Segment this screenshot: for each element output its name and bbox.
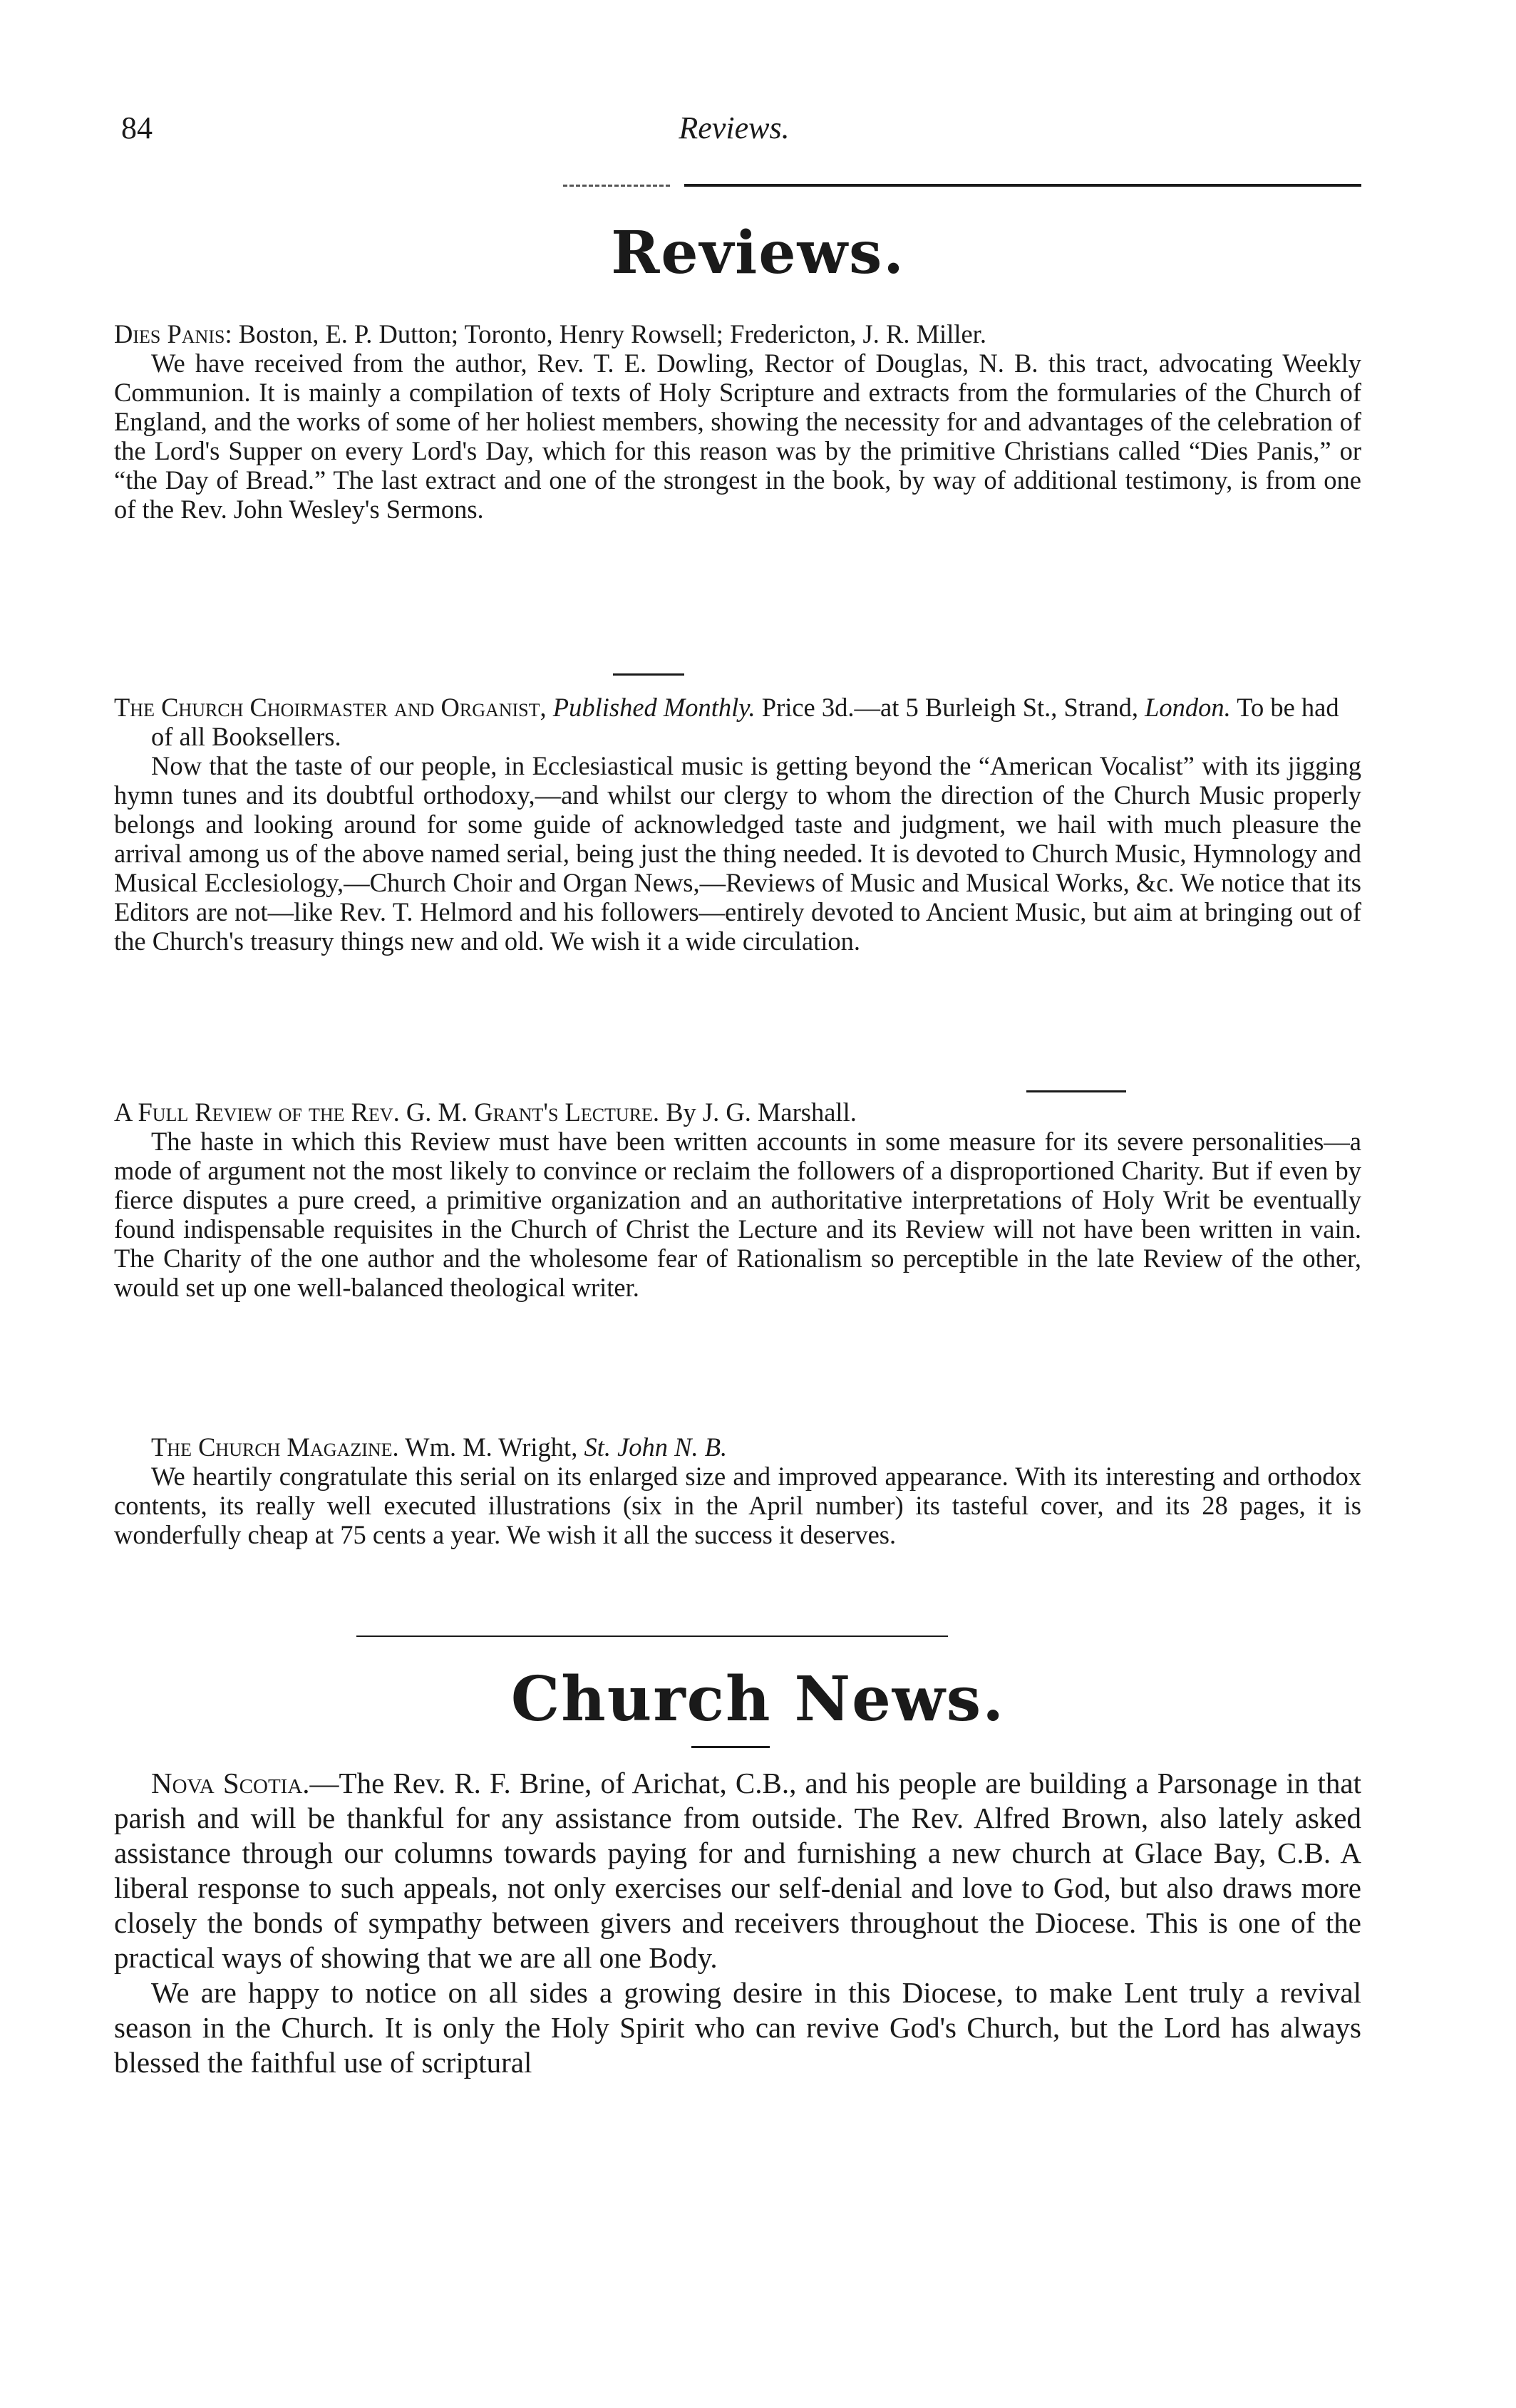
running-head-rule xyxy=(684,184,1361,187)
review-dies-panis xyxy=(114,319,1361,524)
review-title: The Church Choirmaster and Organist, xyxy=(114,693,547,722)
review-heading xyxy=(114,1097,1361,1127)
running-head xyxy=(121,107,1347,157)
review-heading: Dies Panis: Boston, E. P. Dutton; Toronto, Henry Rowsell; Fredericton, J. R. Miller. xyxy=(114,319,986,348)
review-heading xyxy=(114,1432,1361,1462)
review-publisher: Boston, E. P. Dutton xyxy=(238,319,451,348)
review-body: The haste in which this Review must have been written accounts in some measure for its severe personalities—a mode of argument not the most likely to convince or reclaim the followers of a disproportioned Charity. But if even by fierce disputes a pure creed, a primitive organization and an authoritative interpretations of Holy Writ be eventually found indispensable requisites in the Church of Christ the Lecture and its Review will not have been written in vain. The Charity of the one author and the wholesome fear of Rationalism so perceptible in the late Review of the other, would set up one well-balanced theological writer. xyxy=(114,1127,1361,1302)
review-publisher: Fredericton, J. R. Miller. xyxy=(730,319,986,348)
review-title: The Church Magazine. xyxy=(151,1432,399,1462)
review-frequency: Published Monthly. xyxy=(552,693,756,722)
review-grants-lecture xyxy=(114,1097,1361,1302)
review-body: We heartily congratulate this serial on its enlarged size and improved appearance. With its interesting and orthodox contents, its really well executed illustrations (six in the April number) its tasteful cover, and its 28 pages, it is wonderfully cheap at 75 cents a year. We wish it all the success it deserves. xyxy=(114,1462,1361,1549)
review-body: We have received from the author, Rev. T. E. Dowling, Rector of Douglas, N. B. this tract, advocating Weekly Communion. It is mainly a compilation of texts of Holy Scripture and extracts from the formularies of the Church of England, and the works of some of her holiest members, showing the necessity for and advantages of the celebration of the Lord's Supper on every Lord's Day, which for this reason was by the primitive Christians called “Dies Panis,” or “the Day of Bread.” The last extract and one of the strongest in the book, by way of additional testimony, is from one of the Rev. John Wesley's Sermons. xyxy=(114,348,1361,524)
news-paragraph xyxy=(114,1766,1361,1975)
divider-rule xyxy=(1026,1090,1126,1092)
review-title: A Full Review of the Rev. G. M. Grant's Lecture. xyxy=(114,1097,660,1127)
running-head-dashes xyxy=(563,185,670,187)
review-availability: To be had of all Booksellers. xyxy=(151,693,1339,751)
section-divider-rule xyxy=(356,1636,948,1637)
news-body: —The Rev. R. F. Brine, of Arichat, C.B., and his people are building a Parsonage in that parish and will be thankful for any assistance from outside. The Rev. Alfred Brown, also lately asked assistance through our columns towards paying for and furnishing a new church at Glace Bay, C.B. A liberal response to such appeals, not only exercises our self-denial and love to God, but also draws more closely the bonds of sympathy between givers and receivers throughout the Diocese. This is one of the practical ways of showing that we are all one Body. xyxy=(114,1767,1361,1974)
section-heading-reviews: Reviews. xyxy=(611,219,905,287)
review-church-choirmaster xyxy=(114,693,1361,956)
news-lead: Nova Scotia. xyxy=(151,1767,310,1799)
divider-rule xyxy=(691,1746,770,1748)
section-heading-church-news: Church News. xyxy=(510,1663,1006,1735)
review-church-magazine xyxy=(114,1432,1361,1549)
review-heading xyxy=(114,693,1361,751)
review-publisher: Toronto, Henry Rowsell xyxy=(464,319,716,348)
review-price: Price 3d.—at 5 Burleigh St., Strand, xyxy=(761,693,1138,722)
review-title: Dies Panis xyxy=(114,319,225,348)
news-paragraph: We are happy to notice on all sides a growing desire in this Diocese, to make Lent truly a revival season in the Church. It is only the Holy Spirit who can revive God's Church, but the Lord has always blessed the faithful use of scriptural xyxy=(114,1976,1361,2079)
review-city: London. xyxy=(1145,693,1231,722)
page-number: 84 xyxy=(121,110,153,145)
church-news-text xyxy=(114,1766,1361,2080)
review-publisher: Wm. M. Wright, xyxy=(405,1432,578,1462)
review-body: Now that the taste of our people, in Ecclesiastical music is getting beyond the “American Vocalist” with its jigging hymn tunes and its doubtful orthodoxy,—and whilst our clergy to whom the direction of the Church Music properly belongs and looking around for some guide of acknowledged taste and judgment, we hail with much pleasure the arrival among us of the above named serial, being just the thing needed. It is devoted to Church Music, Hymnology and Musical Ecclesiology,—Church Choir and Organ News,—Reviews of Music and Musical Works, &c. We notice that its Editors are not—like Rev. T. Helmord and his followers—entirely devoted to Ancient Music, but aim at bringing out of the Church's treasury things new and old. We wish it a wide circulation. xyxy=(114,751,1361,956)
review-author: By J. G. Marshall. xyxy=(666,1097,857,1127)
divider-rule xyxy=(613,673,684,676)
running-title: Reviews. xyxy=(679,110,790,145)
review-place: St. John N. B. xyxy=(584,1432,728,1462)
